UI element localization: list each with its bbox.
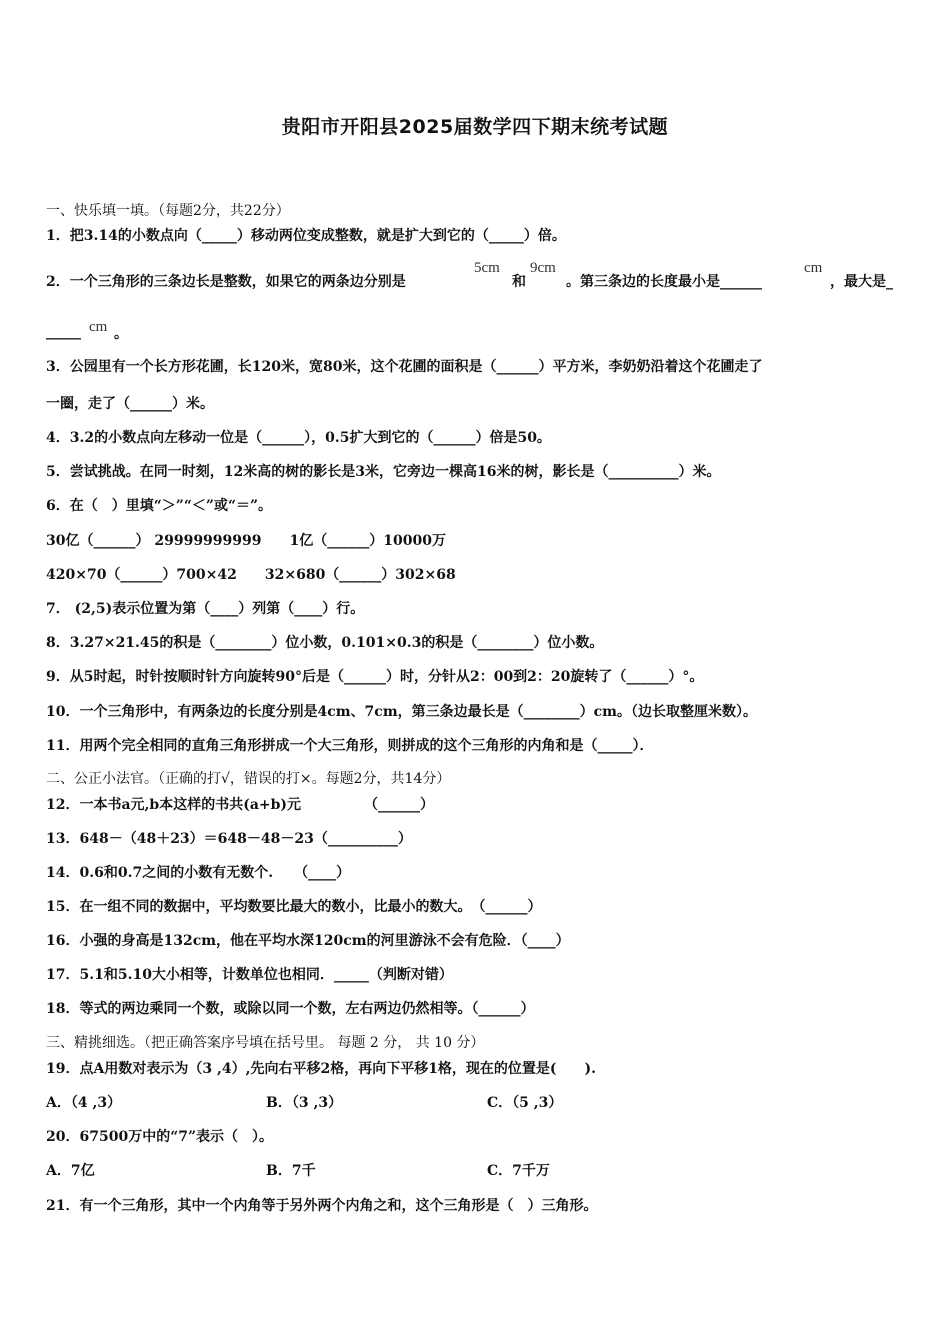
question-20-option-a: A．7亿 [46, 1163, 95, 1179]
question-16: 16．小强的身高是132cm，他在平均水深120cm的河里游泳不会有危险．（____） [46, 933, 570, 949]
question-2-unit-2: cm [89, 319, 108, 335]
question-20-option-c: C．7千万 [487, 1163, 550, 1179]
question-2-unit-1: cm [804, 260, 823, 276]
question-2-text-a: 2．一个三角形的三条边长是整数，如果它的两条边分别是 [46, 274, 406, 290]
question-11: 11．用两个完全相同的直角三角形拼成一个大三角形，则拼成的这个三角形的内角和是（_____）． [46, 738, 654, 754]
question-2-length-1: 5cm [474, 260, 500, 276]
question-6-row-2: 420×70（______）700×42 32×680（______）302×68 [46, 567, 456, 583]
question-12: 12．一本书a元,b本这样的书共(a+b)元 （______） [46, 797, 435, 813]
question-4: 4．3.2的小数点向左移动一位是（______），0.5扩大到它的（______）倍是50。 [46, 430, 551, 446]
question-5: 5．尝试挑战。在同一时刻，12米高的树的影长是3米，它旁边一棵高16米的树，影长是（__________）米。 [46, 464, 721, 480]
question-19: 19．点A用数对表示为（3 ,4）,先向右平移2格，再向下平移1格，现在的位置是( ). [46, 1061, 597, 1077]
question-10: 10．一个三角形中，有两条边的长度分别是4cm、7cm，第三条边最长是（________）cm。（边长取整厘米数）。 [46, 704, 757, 720]
question-6: 6．在（ ）里填“＞”“＜”或“＝”。 [46, 498, 273, 514]
question-19-option-a: A．（4 ,3） [46, 1095, 122, 1111]
question-21: 21．有一个三角形，其中一个内角等于另外两个内角之和，这个三角形是（ ）三角形。 [46, 1198, 598, 1214]
question-14: 14．0.6和0.7之间的小数有无数个. （____） [46, 865, 351, 881]
question-3-line-2: 一圈，走了（______）米。 [46, 396, 214, 412]
question-18: 18．等式的两边乘同一个数，或除以同一个数，左右两边仍然相等。（______） [46, 1001, 535, 1017]
question-20: 20．67500万中的“7”表示（ ）。 [46, 1129, 274, 1145]
section-heading-3: 三、精挑细选。（把正确答案序号填在括号里。 每题 2 分， 共 10 分） [46, 1035, 485, 1051]
question-13: 13．648－（48＋23）＝648－48－23（__________） [46, 831, 412, 847]
question-1: 1．把3.14的小数点向（_____）移动两位变成整数，就是扩大到它的（_____）倍。 [46, 228, 566, 244]
question-3-line-1: 3．公园里有一个长方形花圃，长120米，宽80米，这个花圃的面积是（______）平方米，李奶奶沿着这个花圃走了 [46, 359, 763, 375]
question-2-end: 。 [114, 326, 128, 342]
question-2-text-b: 。第三条边的长度最小是______ [566, 274, 762, 290]
question-7: 7． (2,5)表示位置为第（____）列第（____）行。 [46, 601, 365, 617]
question-20-option-b: B．7千 [266, 1163, 316, 1179]
question-2-and: 和 [512, 274, 526, 290]
page-title: 贵阳市开阳县2025届数学四下期末统考试题 [281, 116, 669, 138]
question-2-text-c: ，最大是_ [830, 274, 893, 290]
section-heading-2: 二、公正小法官。（正确的打√，错误的打×。每题2分，共14分） [46, 771, 451, 787]
question-2-text-d: _____ [46, 324, 81, 340]
question-6-row-1: 30亿（______） 29999999999 1亿（______）10000万 [46, 533, 446, 549]
question-15: 15．在一组不同的数据中，平均数要比最大的数小，比最小的数大。 （______） [46, 899, 542, 915]
question-17: 17．5.1和5.10大小相等，计数单位也相同．_____（判断对错） [46, 967, 453, 983]
question-19-option-b: B．（3 ,3） [266, 1095, 343, 1111]
question-9: 9．从5时起，时针按顺时针方向旋转90°后是（______）时，分针从2：00到2：20旋转了（______）°。 [46, 669, 704, 685]
section-heading-1: 一、快乐填一填。（每题2分，共22分） [46, 203, 290, 219]
question-2-length-2: 9cm [530, 260, 556, 276]
question-19-option-c: C．（5 ,3） [487, 1095, 563, 1111]
question-8: 8．3.27×21.45的积是（________）位小数，0.101×0.3的积是（________）位小数。 [46, 635, 604, 651]
